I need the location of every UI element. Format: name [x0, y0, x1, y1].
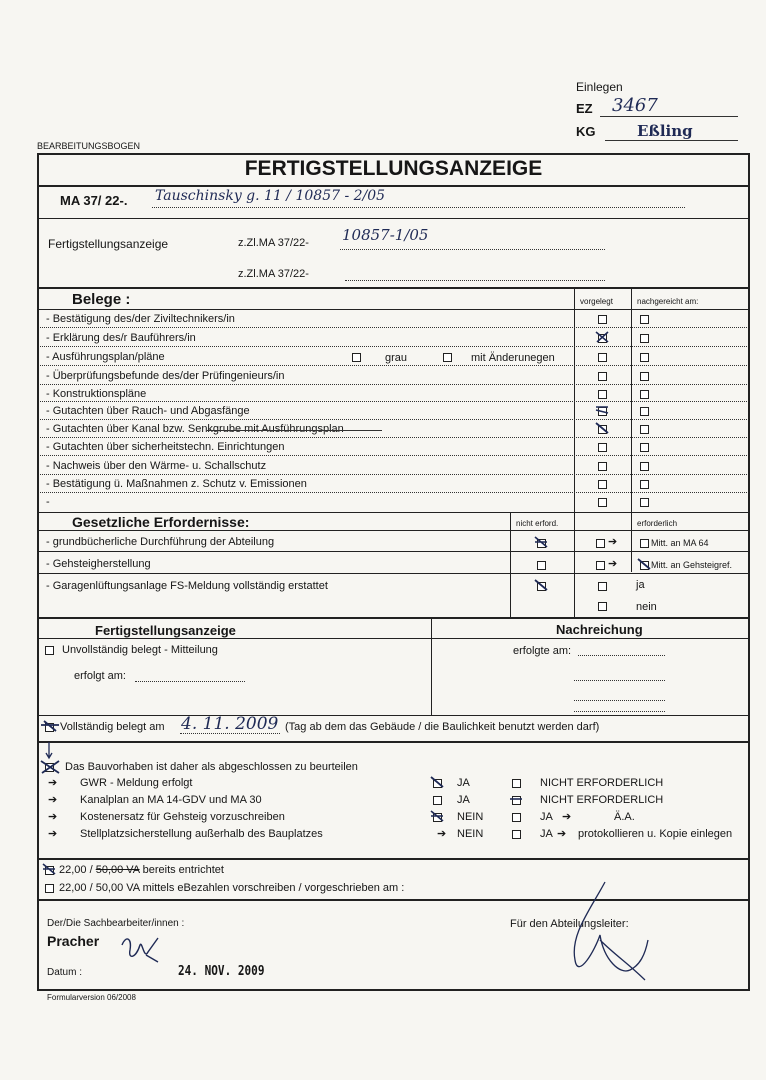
- formularversion-label: Formularversion 06/2008: [47, 993, 136, 1002]
- belege-item: - Gutachten über sicherheitstechn. Einrichtungen: [46, 441, 285, 453]
- nachgereicht-checkbox[interactable]: [640, 498, 649, 507]
- belege-title: Belege :: [72, 291, 131, 308]
- erforderlich-checkbox[interactable]: [598, 582, 607, 591]
- vorgelegt-checkbox[interactable]: [598, 498, 607, 507]
- zl1-label: z.Zl.MA 37/22-: [238, 237, 309, 249]
- ma-prefix: MA 37/ 22-.: [60, 193, 128, 208]
- stellplatz-ja-checkbox[interactable]: [512, 830, 521, 839]
- ez-label: EZ: [576, 101, 593, 116]
- abteilungsleiter-label: Für den Abteilungsleiter:: [510, 918, 629, 930]
- belege-item: -: [46, 496, 50, 508]
- check-mark-icon: [430, 810, 444, 822]
- mit-aenderungen-label: mit Änderunegen: [471, 352, 555, 364]
- grau-checkbox[interactable]: [352, 353, 361, 362]
- sachbearbeiter-name: Pracher: [47, 933, 100, 949]
- arrow-right-icon: ➔: [48, 811, 58, 823]
- erforderlich-checkbox[interactable]: [596, 561, 605, 570]
- ez-value: 3467: [612, 95, 658, 116]
- vollstaendig-label: Vollständig belegt am: [60, 721, 165, 733]
- vorgelegt-checkbox[interactable]: [598, 462, 607, 471]
- nachgereicht-checkbox[interactable]: [640, 425, 649, 434]
- check-mark-icon: [42, 863, 56, 875]
- kostenersatz-ja-label: JA: [540, 811, 553, 823]
- gwr-ja-label: JA: [457, 777, 470, 789]
- arrow-down-icon: [44, 742, 54, 760]
- stellplatz-protokoll-label: protokollieren u. Kopie einlegen: [578, 828, 733, 840]
- datum-label: Datum :: [47, 967, 83, 978]
- fertig-section-title: Fertigstellungsanzeige: [95, 623, 236, 638]
- nicht-erford-checkbox[interactable]: [537, 561, 546, 570]
- check-mark-icon: [595, 422, 609, 434]
- belege-item: - Bestätigung des/der Ziviltechnikers/in: [46, 313, 235, 325]
- gwr-label: GWR - Meldung erfolgt: [80, 777, 193, 789]
- gebuehr-ebezahlen-label: 22,00 / 50,00 VA mittels eBezahlen vorschreiben / vorgeschrieben am :: [59, 882, 405, 894]
- unvollstaendig-checkbox[interactable]: [45, 646, 54, 655]
- vorgelegt-checkbox[interactable]: [598, 372, 607, 381]
- mitt-ma64-checkbox[interactable]: [640, 539, 649, 548]
- signature-image: [118, 930, 163, 970]
- signature-image: [560, 880, 650, 990]
- sachbearbeiter-label: Der/Die Sachbearbeiter/innen :: [47, 918, 185, 929]
- datum-stamp: 24. NOV. 2009: [178, 964, 265, 979]
- check-mark-icon: [40, 719, 60, 733]
- belege-item: - Überprüfungsbefunde des/der Prüfingenieurs/in: [46, 370, 285, 382]
- kg-label: KG: [576, 124, 596, 139]
- nein-checkbox[interactable]: [598, 602, 607, 611]
- fertig-ref-label: Fertigstellungsanzeige: [48, 237, 169, 251]
- nein-label: nein: [636, 601, 657, 613]
- arrow-right-icon: ➔: [48, 777, 58, 789]
- nachgereicht-checkbox[interactable]: [640, 353, 649, 362]
- nachgereicht-checkbox[interactable]: [640, 334, 649, 343]
- kanalplan-ja-checkbox[interactable]: [433, 796, 442, 805]
- kanalplan-label: Kanalplan an MA 14-GDV und MA 30: [80, 794, 262, 806]
- arrow-right-icon: ➔: [608, 536, 618, 548]
- kanalplan-ja-label: JA: [457, 794, 470, 806]
- belege-item: - Gutachten über Rauch- und Abgasfänge: [46, 405, 250, 417]
- col-vorgelegt: vorgelegt: [580, 297, 613, 306]
- grau-label: grau: [385, 352, 408, 364]
- belege-item: - Nachweis über den Wärme- u. Schallschutz: [46, 460, 267, 472]
- col-nicht-erford: nicht erford.: [516, 519, 559, 528]
- mitt-ma64-label: Mitt. an MA 64: [651, 538, 709, 548]
- check-mark-icon: [509, 793, 523, 805]
- gwr-nicht-checkbox[interactable]: [512, 779, 521, 788]
- ma-handwritten: Tauschinsky g. 11 / 10857 - 2/05: [155, 188, 386, 204]
- erfolgte-am-label: erfolgte am:: [513, 645, 572, 657]
- nachgereicht-checkbox[interactable]: [640, 372, 649, 381]
- nachgereicht-checkbox[interactable]: [640, 462, 649, 471]
- check-mark-icon: [534, 579, 548, 591]
- arrow-right-icon: ➔: [557, 828, 567, 840]
- einlegen-label: Einlegen: [576, 80, 623, 94]
- belege-item: - Ausführungsplan/pläne: [46, 351, 165, 363]
- belege-item: - Bestätigung ü. Maßnahmen z. Schutz v. Emissionen: [46, 478, 307, 490]
- check-mark-icon: [40, 759, 60, 775]
- ja-label: ja: [636, 579, 645, 591]
- nachgereicht-checkbox[interactable]: [640, 315, 649, 324]
- vorgelegt-checkbox[interactable]: [598, 443, 607, 452]
- unvollstaendig-label: Unvollständig belegt - Mitteilung: [62, 644, 218, 656]
- arrow-right-icon: ➔: [48, 828, 58, 840]
- vorgelegt-checkbox[interactable]: [598, 480, 607, 489]
- check-mark-icon: [637, 558, 651, 570]
- zl1-value: 10857-1/05: [342, 226, 429, 244]
- vorgelegt-checkbox[interactable]: [598, 390, 607, 399]
- gebuehr-ebezahlen-checkbox[interactable]: [45, 884, 54, 893]
- belege-item: - Erklärung des/r Bauführers/in: [46, 332, 196, 344]
- zl2-label: z.Zl.MA 37/22-: [238, 268, 309, 280]
- kostenersatz-ja-checkbox[interactable]: [512, 813, 521, 822]
- stellplatz-nein-label: NEIN: [457, 828, 484, 840]
- bearbeitungsbogen-label: BEARBEITUNGSBOGEN: [37, 141, 141, 151]
- gesetzlich-item: - Gehsteigherstellung: [46, 558, 151, 570]
- nachgereicht-checkbox[interactable]: [640, 407, 649, 416]
- kanalplan-nicht-label: NICHT ERFORDERLICH: [540, 794, 664, 806]
- arrow-right-icon: ➔: [608, 558, 618, 570]
- stellplatz-label: Stellplatzsicherstellung außerhalb des Bauplatzes: [80, 828, 323, 840]
- col-erforderlich: erforderlich: [637, 519, 678, 528]
- nachreichung-title: Nachreichung: [556, 622, 643, 637]
- nachgereicht-checkbox[interactable]: [640, 480, 649, 489]
- mit-aenderungen-checkbox[interactable]: [443, 353, 452, 362]
- arrow-right-icon: ➔: [437, 828, 447, 840]
- kostenersatz-label: Kostenersatz für Gehsteig vorzuschreiben: [80, 811, 285, 823]
- check-mark-icon: [430, 776, 444, 788]
- erforderlich-checkbox[interactable]: [596, 539, 605, 548]
- check-mark-icon: [595, 331, 609, 343]
- nachgereicht-checkbox[interactable]: [640, 390, 649, 399]
- nachgereicht-checkbox[interactable]: [640, 443, 649, 452]
- belege-item: - Konstruktionspläne: [46, 388, 147, 400]
- arrow-right-icon: ➔: [562, 811, 572, 823]
- gesetzlich-item: - Garagenlüftungsanlage FS-Meldung vollständig erstattet: [46, 580, 328, 592]
- gwr-nicht-label: NICHT ERFORDERLICH: [540, 777, 664, 789]
- vorgelegt-checkbox[interactable]: [598, 353, 607, 362]
- vollstaendig-date: 4. 11. 2009: [181, 714, 279, 734]
- arrow-right-icon: ➔: [48, 794, 58, 806]
- check-mark-icon: [534, 536, 548, 548]
- check-mark-icon: [595, 404, 609, 416]
- kostenersatz-aa-label: Ä.A.: [614, 811, 635, 823]
- kg-value: Eßling: [637, 122, 693, 140]
- stellplatz-ja-label: JA: [540, 828, 553, 840]
- mitt-gehsteigref-label: Mitt. an Gehsteigref.: [651, 560, 733, 570]
- form-title: FERTIGSTELLUNGSANZEIGE: [244, 157, 543, 180]
- abgeschlossen-label: Das Bauvorhaben ist daher als abgeschlossen zu beurteilen: [65, 761, 358, 773]
- vorgelegt-checkbox[interactable]: [598, 315, 607, 324]
- col-nachgereicht: nachgereicht am:: [637, 297, 699, 306]
- kostenersatz-nein-label: NEIN: [457, 811, 484, 823]
- gesetzlich-item: - grundbücherliche Durchführung der Abteilung: [46, 536, 275, 548]
- gesetzlich-title: Gesetzliche Erfordernisse:: [72, 514, 250, 530]
- vollstaendig-note: (Tag ab dem das Gebäude / die Baulichkeit benutzt werden darf): [285, 721, 600, 733]
- erfolgt-am-label: erfolgt am:: [74, 670, 126, 682]
- belege-item: - Gutachten über Kanal bzw. Senkgrube mit Ausführungsplan: [46, 423, 344, 435]
- gebuehr-entrichtet: 22,00 / 50,00 VA bereits entrichtet: [59, 864, 224, 876]
